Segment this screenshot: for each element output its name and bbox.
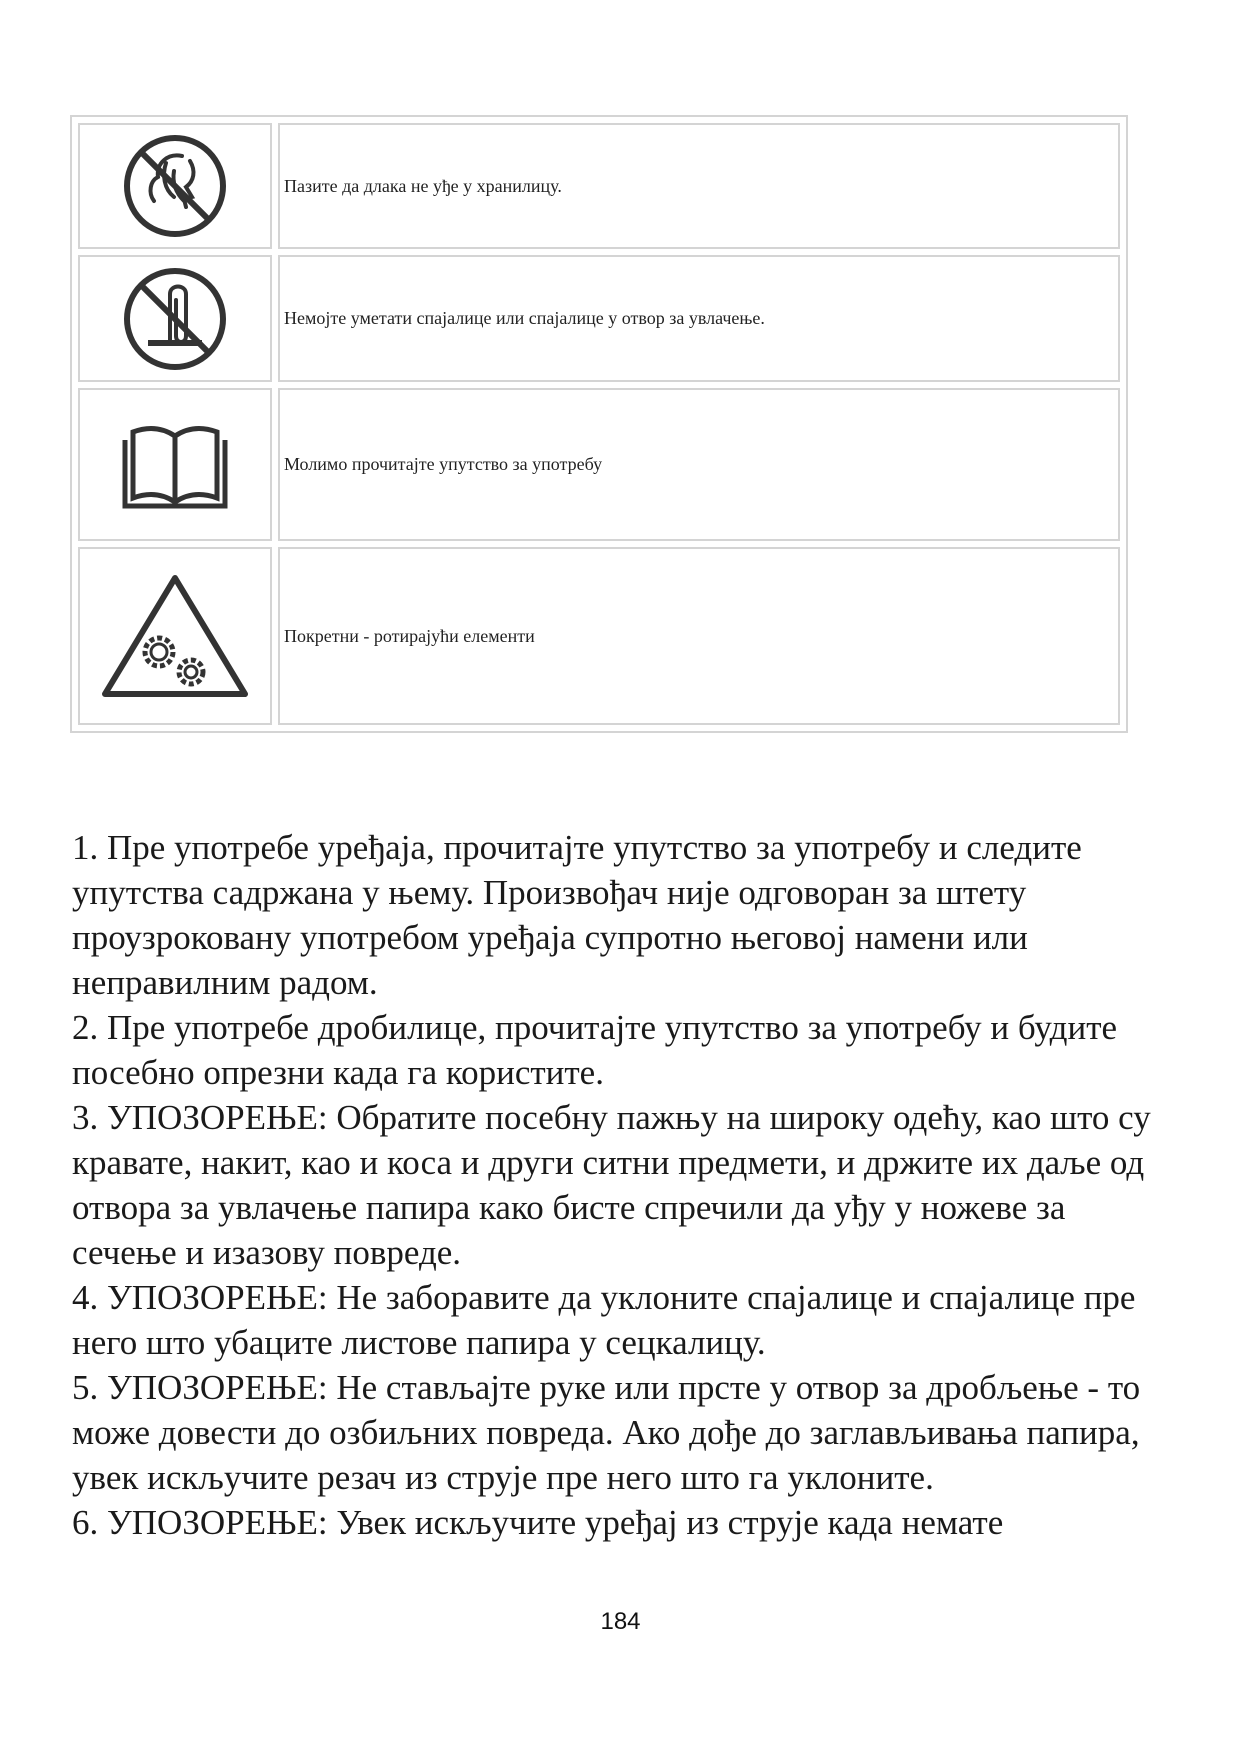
warning-paragraph: 6. УПОЗОРЕЊЕ: Увек искључите уређај из струје када немате <box>72 1503 1004 1542</box>
symbol-row <box>78 388 1120 541</box>
symbol-icon-cell <box>78 388 272 541</box>
no-hair-icon <box>120 131 230 241</box>
symbol-description: Молимо прочитајте упутство за употребу <box>278 388 1120 541</box>
read-manual-icon <box>105 410 245 520</box>
no-paperclip-icon <box>120 264 230 374</box>
rotating-gears-warning-icon <box>95 566 255 706</box>
symbol-description: Пазите да длака не уђе у хранилицу. <box>278 123 1120 249</box>
warning-paragraph: 1. Пре употребе уређаја, прочитајте упутство за употребу и следите упутства садржана у њему. Произвођач није одговоран за штету проузроковану употребом уређаја супротно његовој намени или неправилним радом. <box>72 828 1082 1002</box>
safety-warnings-list <box>72 825 1172 1545</box>
symbol-description: Покретни - ротирајући елементи <box>278 547 1120 725</box>
symbol-icon-cell <box>78 123 272 249</box>
symbol-row <box>78 255 1120 382</box>
warning-paragraph: 2. Пре употребе дробилице, прочитајте упутство за употребу и будите посебно опрезни када га користите. <box>72 1008 1118 1092</box>
page-number: 184 <box>600 1608 641 1635</box>
symbol-icon-cell <box>78 547 272 725</box>
warning-paragraph: 5. УПОЗОРЕЊЕ: Не стављајте руке или прсте у отвор за дробљење - то може довести до озбиљних повреда. Ако дође до заглављивања папира, увек искључите резач из струје пре него што га уклоните. <box>72 1368 1141 1497</box>
warning-paragraph: 4. УПОЗОРЕЊЕ: Не заборавите да уклоните спајалице и спајалице пре него што убаците листове папира у сецкалицу. <box>72 1278 1136 1362</box>
warning-paragraph: 3. УПОЗОРЕЊЕ: Обратите посебну пажњу на широку одећу, као што су кравате, накит, као и коса и други ситни предмети, и држите их даље од отвора за увлачење папира како бисте спречили да уђу у ножеве за сечење и изазову повреде. <box>72 1098 1151 1272</box>
symbol-row <box>78 123 1120 249</box>
symbol-row <box>78 547 1120 725</box>
symbol-description: Немојте уметати спајалице или спајалице у отвор за увлачење. <box>278 255 1120 382</box>
safety-symbols-table <box>70 115 1128 733</box>
symbol-icon-cell <box>78 255 272 382</box>
